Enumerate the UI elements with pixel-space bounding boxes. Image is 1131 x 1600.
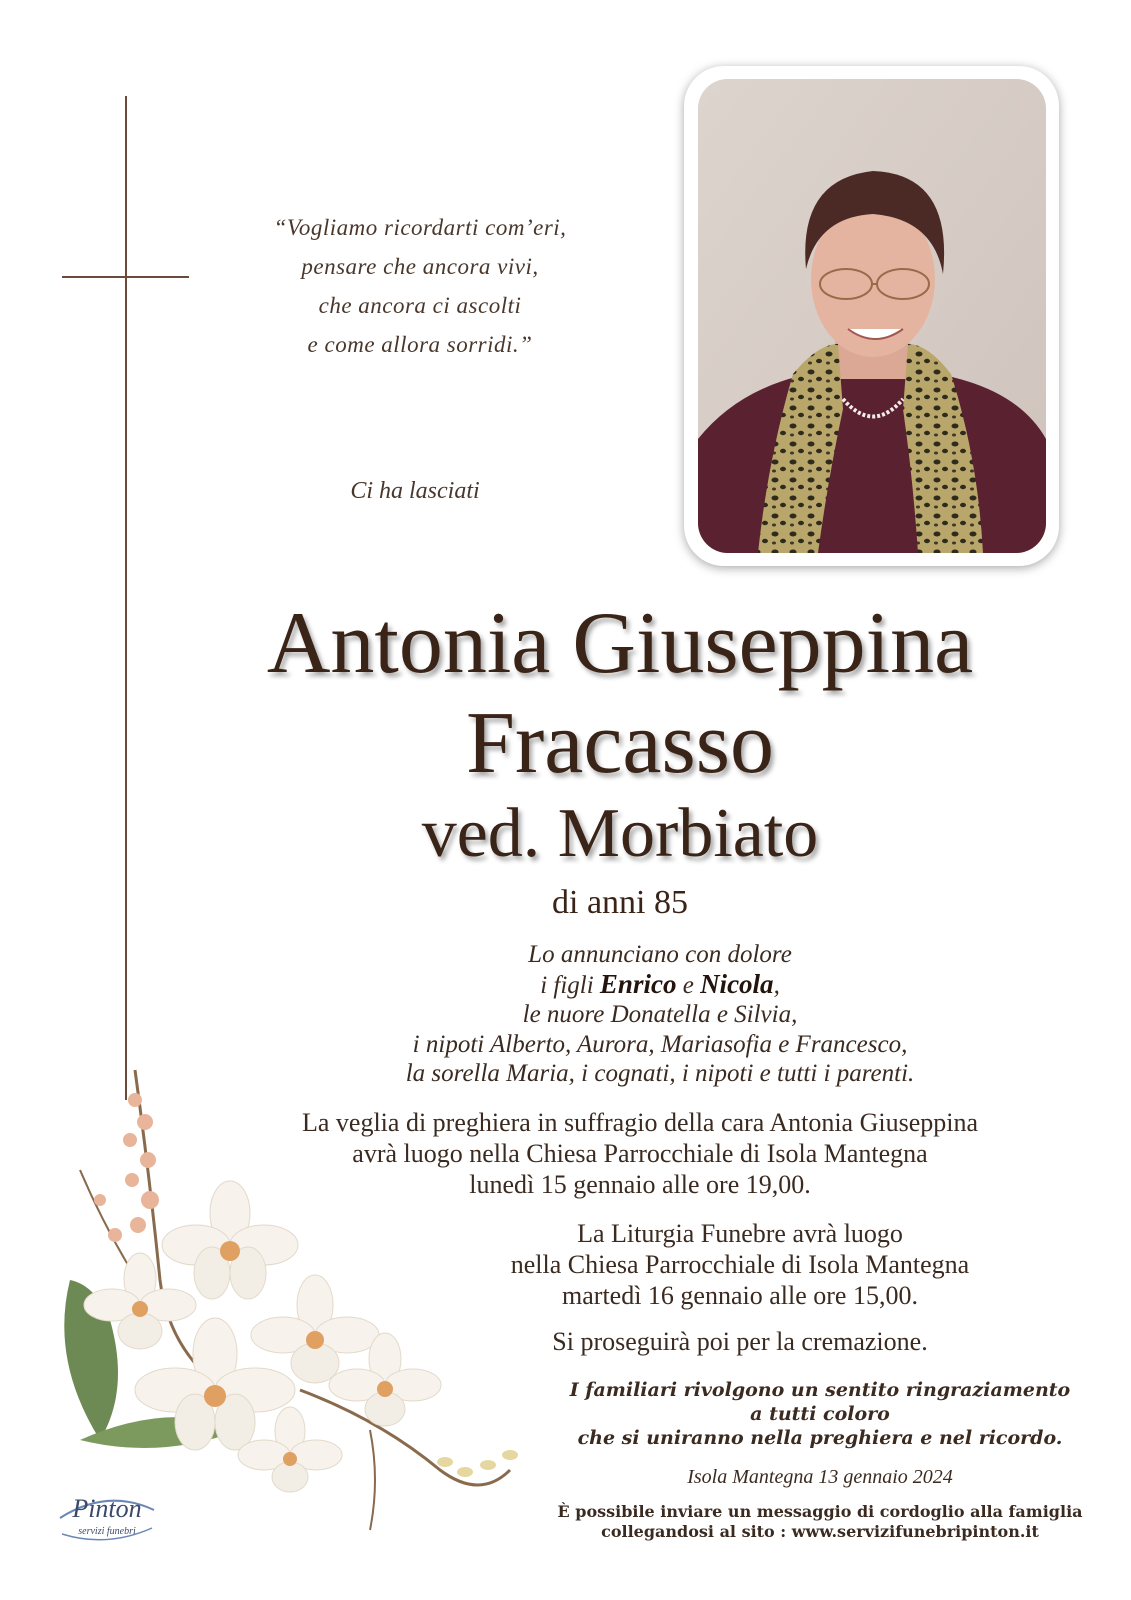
announcement-text: , [773,971,780,999]
vigil-line: avrà luogo nella Chiesa Parrocchiale di Isola Mantegna [352,1139,928,1168]
son-name: Nicola [700,968,774,999]
logo-subtitle: servizi funebri [78,1526,136,1537]
deceased-married-name: ved. Morbiato [421,795,819,872]
family-thanks [540,1378,1100,1450]
vigil-line: La veglia di preghiera in suffragio della cara Antonia Giuseppina [302,1108,978,1137]
vigil-line: lunedì 15 gennaio alle ore 19,00. [469,1170,811,1199]
liturgy-line: nella Chiesa Parrocchiale di Isola Mantegna [510,1250,970,1279]
logo-name: Pinton [72,1494,142,1523]
quote-line: e come allora sorridi.” [307,332,533,357]
announcement-line [260,970,1060,1001]
announcement-text: e [676,971,701,999]
liturgy-line: martedì 16 gennaio alle ore 15,00. [562,1281,918,1310]
memorial-quote [230,208,610,364]
orchid-flowers-icon [40,1060,560,1560]
place-date: Isola Mantegna 13 gennaio 2024 [687,1466,953,1488]
son-name: Enrico [599,968,677,999]
quote-line: pensare che ancora vivi, [301,254,539,279]
quote-line: “Vogliamo ricordarti com’eri, [273,215,567,240]
ci-ha-lasciati: Ci ha lasciati [350,478,480,504]
cross-icon-vertical [125,96,127,1100]
pinton-logo [52,1488,162,1552]
announcement-line: i nipoti Alberto, Aurora, Mariasofia e Francesco, [412,1030,908,1058]
condolence-footer [520,1502,1120,1542]
cross-icon-horizontal [62,276,189,278]
footer-line: collegandosi al sito : www.servizifunebripinton.it [601,1522,1039,1541]
footer-line: È possibile inviare un messaggio di cordoglio alla famiglia [557,1502,1083,1521]
cremation-note: Si proseguirà poi per la cremazione. [552,1327,928,1356]
deceased-first-name: Antonia Giuseppina [266,595,974,692]
announcement-text: i figli [540,971,600,999]
portrait-illustration [698,79,1046,553]
announcement-line: Lo annunciano con dolore [528,941,792,968]
thanks-line: che si uniranno nella preghiera e nel ricordo. [577,1427,1063,1449]
deceased-last-name: Fracasso [466,695,774,792]
announcement-line: la sorella Maria, i cognati, i nipoti e tutti i parenti. [405,1060,915,1087]
quote-line: che ancora ci ascolti [318,293,522,318]
portrait-photo [698,79,1046,553]
thanks-line: I familiari rivolgono un sentito ringraziamento [569,1379,1071,1401]
deceased-age: di anni 85 [552,884,688,921]
announcement-line: le nuore Donatella e Silvia, [522,1001,798,1028]
liturgy-line: La Liturgia Funebre avrà luogo [577,1219,903,1248]
thanks-line: a tutti coloro [750,1403,890,1425]
portrait-frame [684,66,1059,566]
